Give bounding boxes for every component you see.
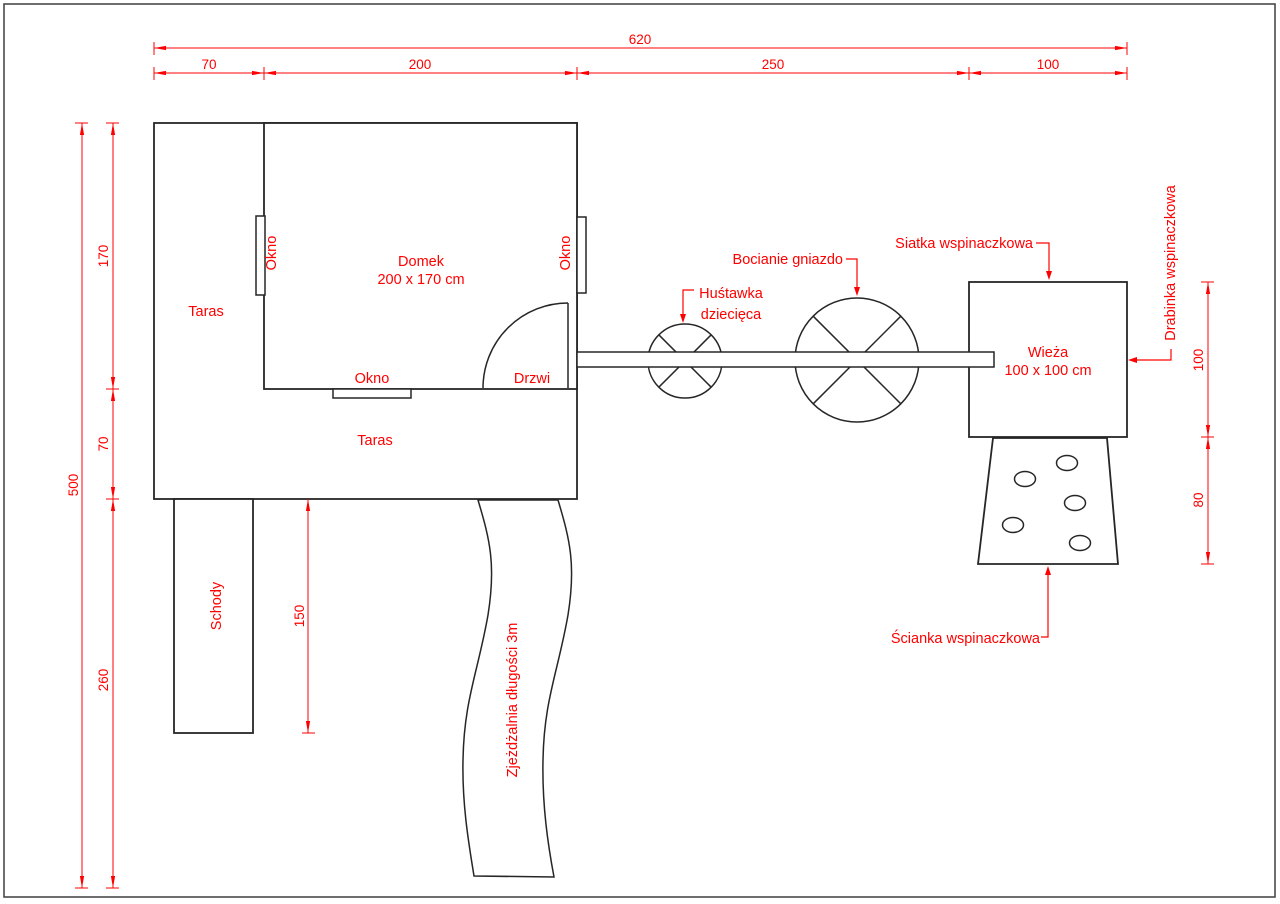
window-bottom-rect xyxy=(333,389,411,398)
dim-text-200: 200 xyxy=(408,57,432,72)
stork-nest-leader-arrow xyxy=(854,287,860,296)
hold-3 xyxy=(1065,496,1086,511)
window-left-label: Okno xyxy=(264,235,280,271)
climbing-ladder-leader xyxy=(1135,349,1171,360)
hold-2 xyxy=(1015,472,1036,487)
swing-label-line2: dziecięca xyxy=(700,307,762,323)
dim-text-250: 250 xyxy=(761,57,785,72)
climbing-net-callout xyxy=(895,236,1052,280)
dim-text-80: 80 xyxy=(1191,492,1206,508)
climbing-net-leader-arrow xyxy=(1046,271,1052,280)
dim-text-260: 260 xyxy=(96,668,111,692)
hold-5 xyxy=(1070,536,1091,551)
climbing-wall-label: Ścianka wspinaczkowa xyxy=(890,631,1040,647)
stairs-label: Schody xyxy=(209,581,225,631)
climbing-wall-leader xyxy=(1041,573,1048,637)
climbing-net-leader xyxy=(1036,243,1049,273)
swing-leader xyxy=(683,290,694,316)
climbing-wall-outline xyxy=(978,438,1118,564)
dim-text-620: 620 xyxy=(628,32,652,47)
window-right-rect xyxy=(577,217,586,293)
swing-label-line1: Huśtawka xyxy=(699,286,763,302)
door-label: Drzwi xyxy=(513,371,551,387)
hold-1 xyxy=(1057,456,1078,471)
house-name-label: Domek xyxy=(398,254,444,270)
stork-nest-label: Bocianie gniazdo xyxy=(732,252,843,268)
slide-label: Zjeżdżalnia długości 3m xyxy=(505,622,521,778)
climbing-net-label: Siatka wspinaczkowa xyxy=(895,236,1033,252)
terrace-bottom-label: Taras xyxy=(357,433,393,449)
dim-text-500: 500 xyxy=(66,473,81,497)
swing-callout xyxy=(680,286,764,323)
swing-leader-arrow xyxy=(680,314,686,323)
dim-text-100-right: 100 xyxy=(1191,348,1206,372)
dim-text-70: 70 xyxy=(201,57,217,72)
dim-text-100-top: 100 xyxy=(1036,57,1060,72)
tower-name-label: Wieża xyxy=(1027,345,1069,361)
climbing-wall-callout xyxy=(891,566,1051,647)
climbing-wall-leader-arrow xyxy=(1045,566,1051,575)
house-size-label: 200 x 170 cm xyxy=(377,272,465,288)
hold-4 xyxy=(1003,518,1024,533)
dim-text-170: 170 xyxy=(96,244,111,268)
climbing-ladder-label: Drabinka wspinaczkowa xyxy=(1163,185,1179,341)
terrace-left-label: Taras xyxy=(188,304,224,320)
stork-nest-leader xyxy=(846,259,857,289)
swing-beam xyxy=(577,352,994,367)
window-bottom-label: Okno xyxy=(354,371,390,387)
climbing-ladder-callout xyxy=(1128,184,1179,363)
dim-text-150: 150 xyxy=(292,604,307,628)
window-right-label: Okno xyxy=(558,235,574,271)
climbing-ladder-leader-arrow xyxy=(1128,357,1137,363)
tower-size-label: 100 x 100 cm xyxy=(1004,363,1092,379)
dim-text-70-left: 70 xyxy=(96,436,111,452)
